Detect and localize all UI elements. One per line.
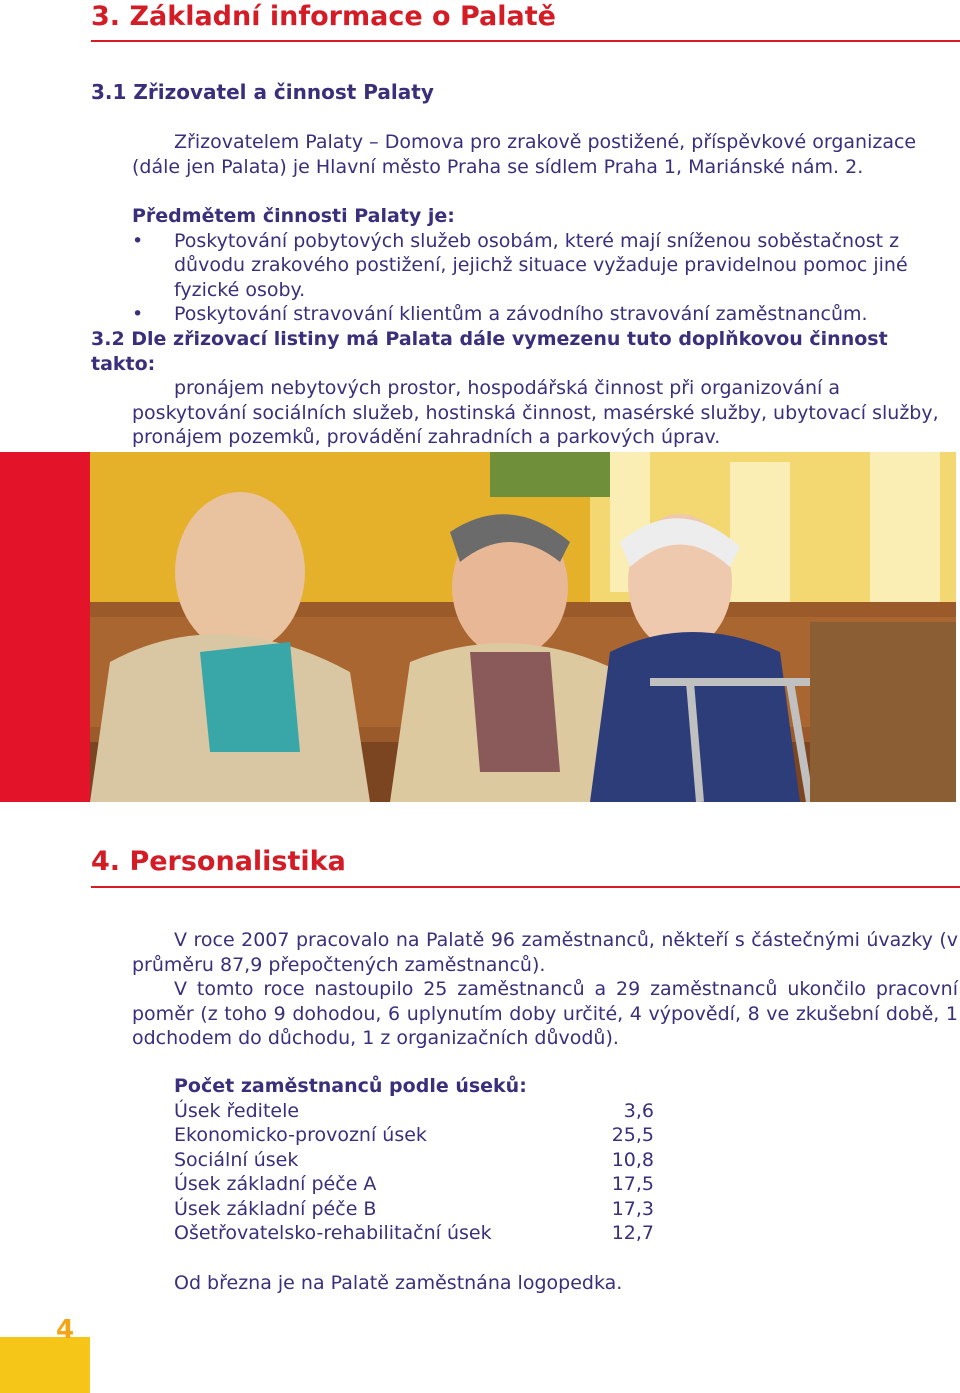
- subsection-3-2: [91, 327, 958, 450]
- row-value: 12,7: [611, 1222, 654, 1244]
- personnel-paragraph-1: V roce 2007 pracovalo na Palatě 96 zaměstnanců, někteří s částečnými úvazky (v průměru 87,9 přepočtených zaměstnanců).: [132, 929, 958, 976]
- activities-block: [132, 204, 958, 327]
- section-4-title: 4. Personalistika: [91, 846, 346, 877]
- section-3-rule: [91, 40, 960, 42]
- list-item: • Poskytování stravování klientům a závodního stravování zaměstnancům.: [132, 302, 958, 327]
- table-row: [174, 1099, 654, 1124]
- row-label: Sociální úsek: [174, 1148, 299, 1171]
- table-row: [174, 1148, 654, 1173]
- subsection-3-1-title: 3.1 Zřizovatel a činnost Palaty: [91, 80, 434, 104]
- activities-heading: Předmětem činnosti Palaty je:: [132, 205, 455, 227]
- staff-table: [174, 1074, 654, 1246]
- residents-photo: [90, 452, 956, 802]
- subsection-3-1-paragraph: Zřizovatelem Palaty – Domova pro zrakově postižené, příspěvkové organizace (dále jen Palata) je Hlavní město Praha se sídlem Praha 1, Mariánské nám. 2.: [132, 131, 917, 178]
- staff-table-heading: Počet zaměstnanců podle úseků:: [174, 1075, 527, 1097]
- row-value: 10,8: [611, 1148, 654, 1171]
- section-4-rule: [91, 886, 960, 888]
- side-red-bar: [0, 452, 90, 802]
- row-label: Úsek základní péče A: [174, 1173, 377, 1195]
- activities-list: [132, 229, 958, 327]
- personnel-paragraph-2: V tomto roce nastoupilo 25 zaměstnanců a 29 zaměstnanců ukončilo pracovní poměr (z toho 9 dohodou, 6 uplynutím doby určité, 4 výpovědí, 8 ve zkušební době, 1 odchodem do důchodu, 1 z organizačních důvodů).: [132, 978, 958, 1049]
- row-value: 17,5: [611, 1173, 654, 1195]
- row-value: 3,6: [623, 1099, 654, 1122]
- row-label: Ekonomicko-provozní úsek: [174, 1124, 427, 1146]
- section-3-title: 3. Základní informace o Palatě: [91, 1, 556, 32]
- subsection-3-2-text: pronájem nebytových prostor, hospodářská činnost při organizování a poskytování sociálních služeb, hostinská činnost, masérské služby, ubytovací služby, pronájem pozemků, provádění zahradních a parkových úprav.: [132, 377, 939, 448]
- side-yellow-bar: [0, 1337, 90, 1393]
- table-row: [174, 1172, 654, 1197]
- table-row: [174, 1197, 654, 1222]
- row-value: 17,3: [611, 1197, 654, 1220]
- table-row: [174, 1221, 654, 1246]
- footer-note: Od března je na Palatě zaměstnána logopedka.: [174, 1272, 623, 1294]
- row-label: Úsek základní péče B: [174, 1197, 377, 1220]
- row-label: Ošetřovatelsko-rehabilitační úsek: [174, 1222, 492, 1244]
- list-item: • Poskytování pobytových služeb osobám, které mají sníženou soběstačnost z důvodu zrakového postižení, jejichž situace vyžaduje pravidelnou pomoc jiné fyzické osoby.: [132, 229, 958, 303]
- row-value: 25,5: [611, 1124, 654, 1146]
- page-number: 4: [56, 1315, 75, 1345]
- table-row: [174, 1123, 654, 1148]
- row-label: Úsek ředitele: [174, 1099, 300, 1122]
- subsection-3-2-title: 3.2 Dle zřizovací listiny má Palata dále vymezenu tuto doplňkovou činnost takto:: [91, 328, 888, 375]
